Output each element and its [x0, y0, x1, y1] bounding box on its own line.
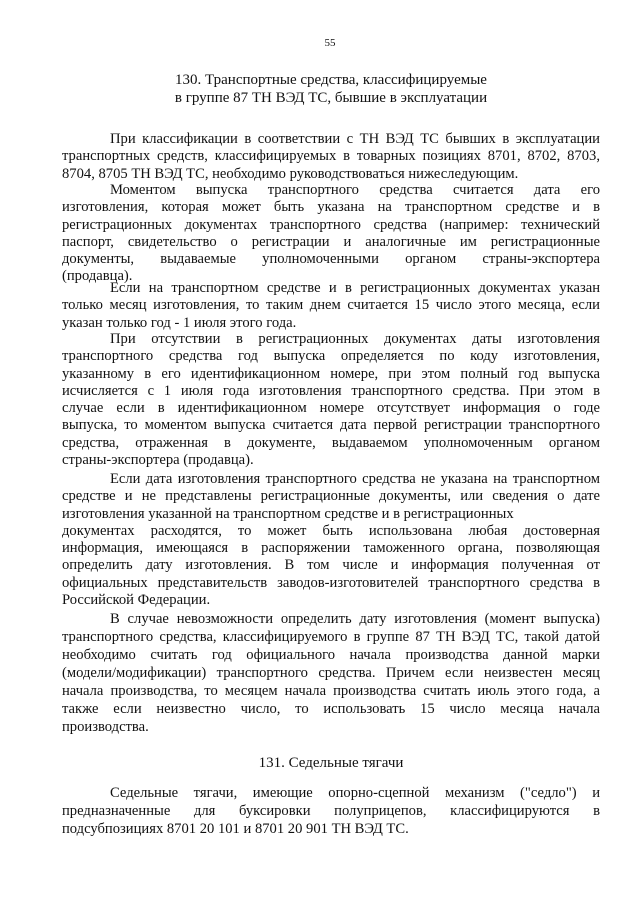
text-line: необходимо считать год официального начала производства данной марки: [62, 647, 600, 663]
text-line: В случае невозможности определить дату изготовления (момент выпуска): [110, 611, 600, 627]
text-line: также если неизвестно число, то использовать 15 число месяца начала: [62, 701, 600, 717]
text-line: официальных представительств заводов-изготовителей транспортного средства в: [62, 574, 600, 591]
text-line: (модели/модификации) транспортного средства. Причем если неизвестен месяц: [62, 665, 600, 681]
heading-line: в группе 87 ТН ВЭД ТС, бывшие в эксплуатации: [174, 90, 488, 106]
paragraph: [62, 610, 600, 736]
text-line: Если дата изготовления транспортного средства не указана на транспортном: [110, 471, 600, 487]
page-number: 55: [324, 37, 336, 49]
text-line: изготовления указанной на транспортном средстве и в регистрационных: [62, 505, 514, 522]
text-line: указан только год - 1 июля этого года.: [62, 314, 297, 331]
text-line: случае если в идентификационном номере отсутствует информация о годе: [62, 400, 600, 417]
text-line: (продавца).: [62, 268, 133, 285]
text-line: транспортного средства, классифицируемого в группе 87 ТН ВЭД ТС, такой датой: [62, 629, 600, 645]
text-line: транспортных средств, классифицируемых в товарных позициях 8701, 8702, 8703,: [62, 148, 600, 165]
text-line: Российской Федерации.: [62, 592, 211, 609]
heading-line: 130. Транспортные средства, классифицируемые: [175, 72, 487, 88]
text-line: средстве и не представлены регистрационные документы, или сведения о дате: [62, 488, 600, 505]
text-line: указанному в его идентификационном номере, при этом полный год выпуска: [62, 365, 600, 382]
text-line: страны-экспортера (продавца).: [62, 452, 254, 469]
text-line: выпуска, то моментом выпуска считается дата первой регистрации транспортного: [62, 417, 600, 434]
text-line: 8704, 8705 ТН ВЭД ТС, необходимо руководствоваться нижеследующим.: [62, 165, 519, 182]
text-line: изготовления, которая может быть указана на транспортном средстве и в: [62, 199, 600, 216]
text-line: подсубпозициях 8701 20 101 и 8701 20 901 ТН ВЭД ТС.: [62, 821, 409, 837]
section-131-heading: 131. Седельные тягачи: [258, 755, 404, 771]
text-line: только месяц изготовления, то таким днем считается 15 число этого месяца, если: [62, 297, 600, 314]
text-line: информация, имеющаяся в распоряжении таможенного органа, позволяющая: [62, 540, 600, 557]
text-line: При отсутствии в регистрационных документах даты изготовления: [110, 331, 600, 347]
text-line: При классификации в соответствии с ТН ВЭД ТС бывших в эксплуатации: [110, 131, 600, 147]
text-line: документы, выдаваемые уполномоченными органом страны-экспортера: [62, 251, 600, 268]
paragraph: [62, 182, 600, 286]
paragraph: [62, 280, 600, 332]
paragraph: [62, 131, 600, 183]
text-line: Седельные тягачи, имеющие опорно-сцепной механизм ("седло") и: [110, 785, 600, 801]
text-line: исчисляется с 1 июля года изготовления транспортного средства. При этом в: [62, 382, 600, 399]
text-line: производства.: [62, 719, 149, 735]
section-130-heading: [62, 71, 600, 107]
paragraph: [62, 331, 600, 469]
text-line: начала производства, то месяцем начала производства считать июль этого года, а: [62, 683, 600, 699]
text-line: документах расходятся, то может быть использована любая достоверная: [62, 522, 600, 539]
text-line: определить дату изготовления. В том числе и информация полученная от: [62, 557, 600, 574]
paragraph: [62, 784, 600, 838]
text-line: регистрационных документах транспортного средства (например: технический: [62, 216, 600, 233]
text-line: предназначенные для буксировки полуприцепов, классифицируются в: [62, 803, 600, 819]
text-line: Если на транспортном средстве и в регистрационных документах указан: [110, 280, 600, 296]
paragraph: [62, 471, 600, 609]
text-line: транспортного средства год выпуска определяется по коду изготовления,: [62, 348, 600, 365]
text-line: Моментом выпуска транспортного средства считается дата его: [110, 182, 600, 198]
text-line: паспорт, свидетельство о регистрации и аналогичные им регистрационные: [62, 233, 600, 250]
text-line: средства, отраженная в документе, выдаваемом уполномоченным органом: [62, 434, 600, 451]
